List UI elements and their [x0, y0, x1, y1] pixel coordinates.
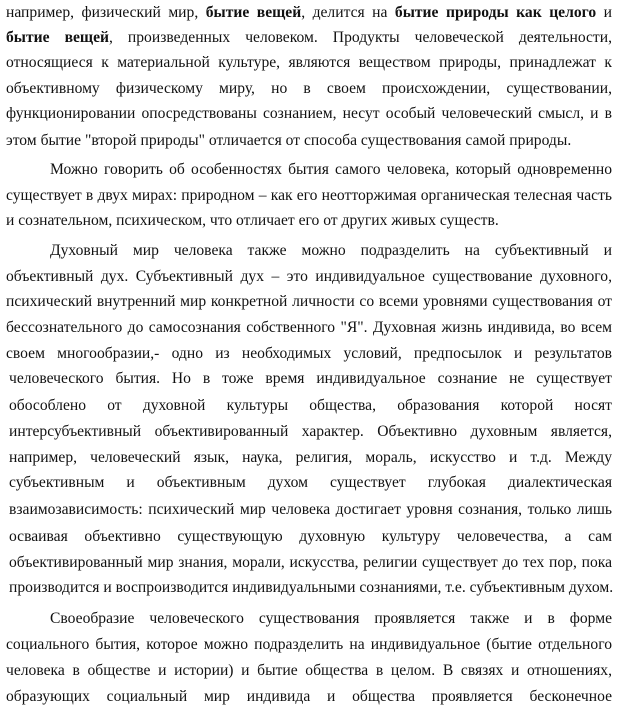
text-line: объективному физическому миру, но в своем происхождении, существовании,: [6, 80, 612, 97]
text-line: своем многообразии,- одно из необходимых условий, предпосылок и результатов: [6, 345, 612, 362]
text-line: производится и воспроизводится индивидуальными сознаниями, т.е. субъективным духом.: [9, 579, 614, 596]
paragraph-first-line: Своеобразие человеческого существования проявляется также и в форме: [50, 610, 612, 627]
text-line: субъективным и объективным духом существует глубокая диалектическая: [9, 474, 612, 491]
text-line: психический внутренний мир конкретной личности со всеми уровнями существования от: [6, 293, 612, 310]
text-line: например, человеческий язык, наука, религия, мораль, искусство и т.д. Между: [9, 449, 612, 466]
text-line: например, физический мир, бытие вещей, делится на бытие природы как целого и: [6, 4, 612, 21]
text-line: обособлено от духовной культуры общества, образования которой носят: [9, 397, 612, 414]
text-line: существует в двух мирах: природном – как его неотторжимая органическая телесная часть: [6, 187, 612, 204]
paragraph-first-line: Можно говорить об особенностях бытия самого человека, который одновременно: [50, 161, 612, 178]
text-line: образующих социальный мир индивида и общества проявляется бесконечное: [6, 688, 612, 705]
text-line: взаимозависимость: психический мир человека достигает уровня сознания, только лишь: [9, 501, 612, 518]
bold-term: бытие вещей: [6, 29, 109, 46]
text-line: бессознательного до самосознания собственного "Я". Духовная жизнь индивида, во всем: [6, 319, 612, 336]
text-line: человеческого бытия. Но в тоже время индивидуальное сознание не существует: [9, 370, 612, 387]
text-line: осваивая объективно существующую духовную культуру человечества, а сам: [9, 528, 612, 545]
text-line: социального бытия, которое можно подразделить на индивидуальное (бытие отдельного: [6, 636, 612, 653]
text-line: этом бытие "второй природы" отличается от способа существования самой природы.: [6, 132, 572, 149]
paragraph-first-line: Духовный мир человека также можно подразделить на субъективный и: [50, 242, 612, 259]
bold-term: бытие вещей: [205, 4, 302, 21]
text-line: бытие вещей, произведенных человеком. Продукты человеческой деятельности,: [6, 29, 612, 46]
text-line: объективированный мир знания, морали, искусства, религии существует до тех пор, пока: [9, 554, 612, 571]
text-line: интерсубъективный объективированный характер. Объективно духовным является,: [9, 423, 612, 440]
text-line: функционировании опосредствованы сознанием, несут особый человеческий смысл, и в: [6, 105, 612, 122]
text-line: объективный дух. Субъективный дух – это индивидуальное существование духовного,: [6, 268, 612, 285]
text-line: относящиеся к материальной культуре, являются веществом природы, принадлежат к: [6, 54, 612, 71]
text-line: и сознательном, психическом, что отличает его от других живых существ.: [6, 212, 499, 229]
text-line: человека в обществе и истории) и бытие общества в целом. В связях и отношениях,: [6, 662, 612, 679]
bold-term: бытие природы как целого: [394, 4, 597, 21]
